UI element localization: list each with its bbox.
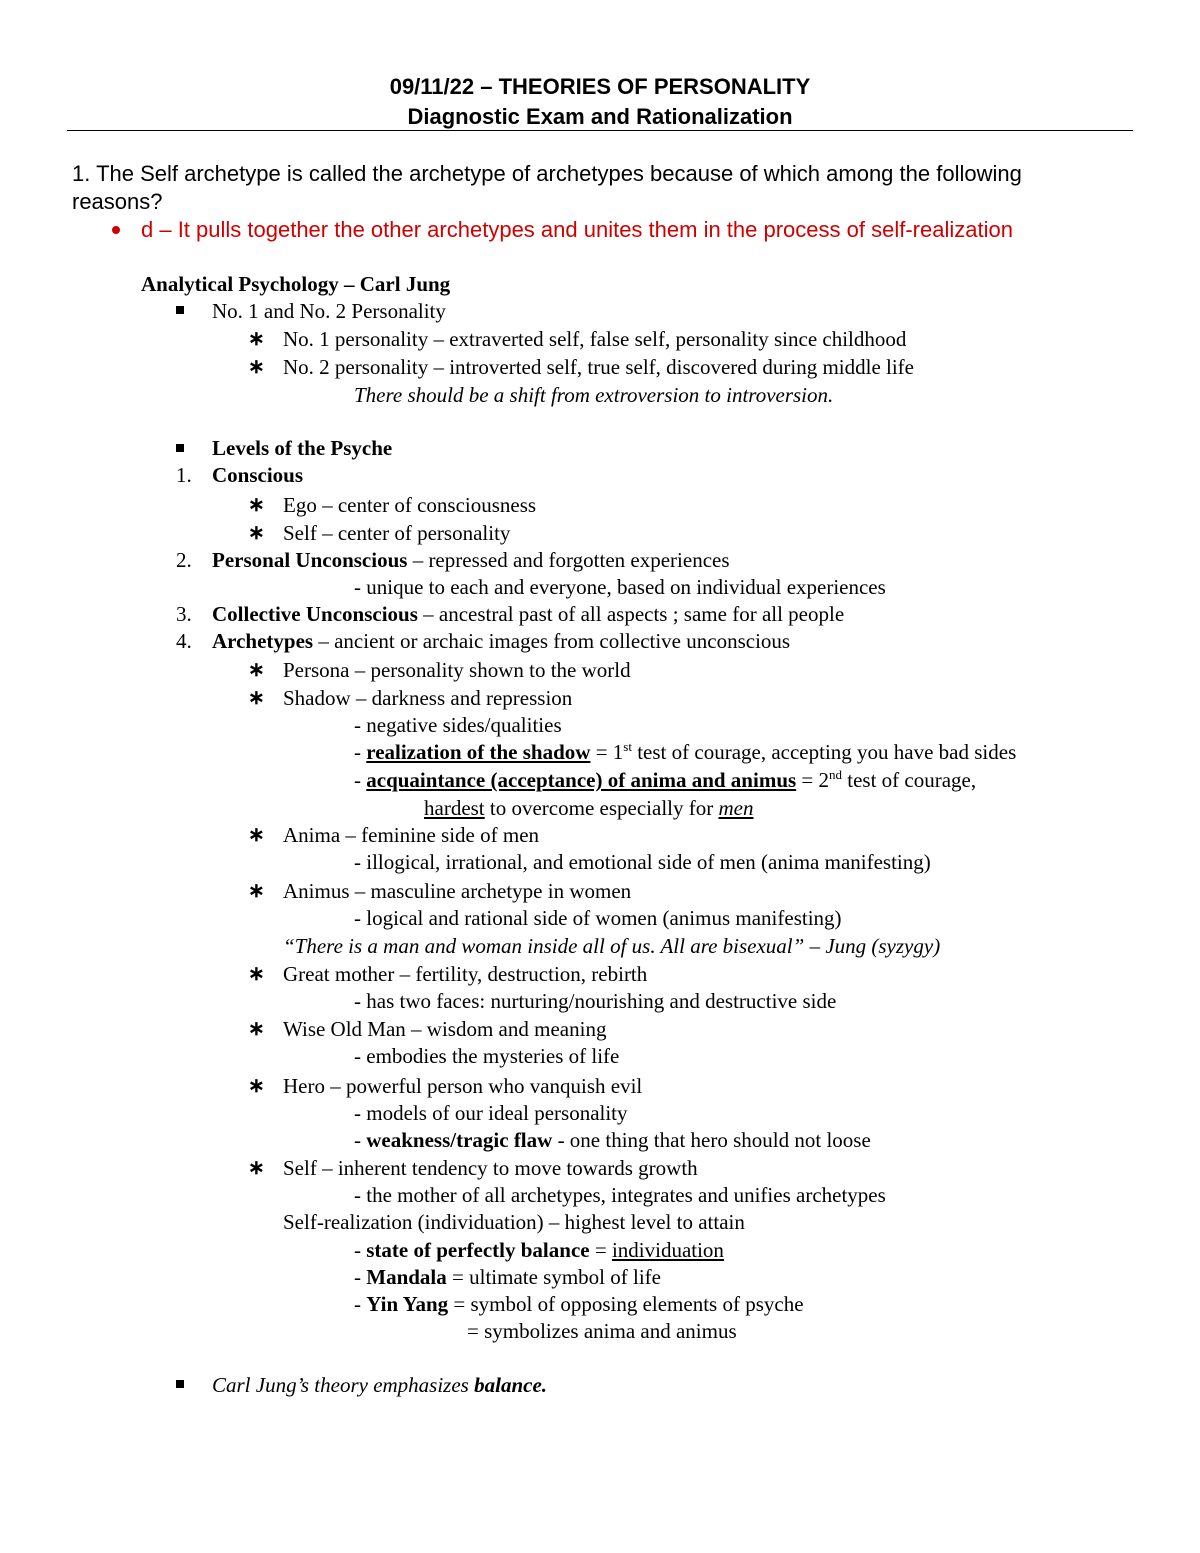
levels-title: Levels of the Psyche bbox=[212, 436, 393, 460]
list-number: 4. bbox=[176, 629, 192, 653]
asterisk-bullet-icon: ∗ bbox=[248, 824, 265, 846]
self-realization-yin-yang: - Yin Yang = symbol of opposing elements of psyche bbox=[354, 1292, 804, 1316]
asterisk-bullet-icon: ∗ bbox=[248, 1157, 265, 1179]
list-number: 1. bbox=[176, 463, 192, 487]
archetypes-item: Archetypes – ancient or archaic images from collective unconscious bbox=[212, 629, 791, 653]
great-mother-item: Great mother – fertility, destruction, rebirth bbox=[283, 962, 648, 986]
square-bullet-icon bbox=[176, 444, 184, 452]
self-realization-balance: - state of perfectly balance = individuation bbox=[354, 1238, 724, 1262]
square-bullet-icon bbox=[176, 306, 184, 314]
wise-old-man-sub: - embodies the mysteries of life bbox=[354, 1044, 620, 1068]
anima-item: Anima – feminine side of men bbox=[283, 823, 540, 847]
asterisk-bullet-icon: ∗ bbox=[248, 328, 265, 350]
hero-sub-models: - models of our ideal personality bbox=[354, 1101, 628, 1125]
self-realization-mandala: - Mandala = ultimate symbol of life bbox=[354, 1265, 661, 1289]
shadow-item: Shadow – darkness and repression bbox=[283, 686, 573, 710]
ego-item: Ego – center of consciousness bbox=[283, 493, 537, 517]
asterisk-bullet-icon: ∗ bbox=[248, 1018, 265, 1040]
asterisk-bullet-icon: ∗ bbox=[248, 494, 265, 516]
shadow-sub-realization: - realization of the shadow = 1st test of courage, accepting you have bad sides bbox=[354, 739, 1017, 764]
self-item: Self – inherent tendency to move towards growth bbox=[283, 1156, 698, 1180]
answer-bullet-icon bbox=[112, 226, 120, 234]
collective-unconscious-item: Collective Unconscious – ancestral past of all aspects ; same for all people bbox=[212, 602, 845, 626]
self-sub: - the mother of all archetypes, integrates and unifies archetypes bbox=[354, 1183, 886, 1207]
asterisk-bullet-icon: ∗ bbox=[248, 687, 265, 709]
list-number: 3. bbox=[176, 602, 192, 626]
document-subtitle: Diagnostic Exam and Rationalization bbox=[407, 104, 793, 129]
answer-text: d – It pulls together the other archetypes and unites them in the process of self-realization bbox=[141, 217, 1013, 242]
section-heading: Analytical Psychology – Carl Jung bbox=[141, 272, 451, 296]
animus-item: Animus – masculine archetype in women bbox=[283, 879, 632, 903]
final-summary: Carl Jung’s theory emphasizes balance. bbox=[212, 1373, 548, 1397]
hero-item: Hero – powerful person who vanquish evil bbox=[283, 1074, 643, 1098]
square-bullet-icon bbox=[176, 1380, 184, 1388]
self-realization-anima-animus: = symbolizes anima and animus bbox=[467, 1319, 737, 1343]
asterisk-bullet-icon: ∗ bbox=[248, 880, 265, 902]
conscious-label: Conscious bbox=[212, 463, 304, 487]
document-title: 09/11/22 – THEORIES OF PERSONALITY bbox=[389, 74, 811, 99]
list-number: 2. bbox=[176, 548, 192, 572]
question-text-continued: reasons? bbox=[72, 189, 163, 214]
anima-sub: - illogical, irrational, and emotional side of men (anima manifesting) bbox=[354, 850, 931, 874]
asterisk-bullet-icon: ∗ bbox=[248, 963, 265, 985]
personal-unconscious-item: Personal Unconscious – repressed and forgotten experiences bbox=[212, 548, 730, 572]
hero-sub-weakness: - weakness/tragic flaw - one thing that hero should not loose bbox=[354, 1128, 871, 1152]
persona-item: Persona – personality shown to the world bbox=[283, 658, 631, 682]
no1-personality: No. 1 personality – extraverted self, false self, personality since childhood bbox=[283, 327, 907, 351]
shift-note: There should be a shift from extroversion to introversion. bbox=[354, 383, 834, 407]
asterisk-bullet-icon: ∗ bbox=[248, 522, 265, 544]
great-mother-sub: - has two faces: nurturing/nourishing and destructive side bbox=[354, 989, 837, 1013]
jung-quote: “There is a man and woman inside all of us. All are bisexual” – Jung (syzygy) bbox=[283, 934, 941, 958]
personality-title: No. 1 and No. 2 Personality bbox=[212, 299, 446, 323]
shadow-sub-acquaintance: - acquaintance (acceptance) of anima and animus = 2nd test of courage, bbox=[354, 767, 977, 792]
no2-personality: No. 2 personality – introverted self, true self, discovered during middle life bbox=[283, 355, 914, 379]
animus-sub: - logical and rational side of women (animus manifesting) bbox=[354, 906, 842, 930]
self-realization-item: Self-realization (individuation) – highest level to attain bbox=[283, 1210, 745, 1234]
self-center-item: Self – center of personality bbox=[283, 521, 511, 545]
shadow-sub-hardest: hardest to overcome especially for men bbox=[424, 796, 754, 820]
asterisk-bullet-icon: ∗ bbox=[248, 356, 265, 378]
asterisk-bullet-icon: ∗ bbox=[248, 1075, 265, 1097]
header-divider bbox=[67, 130, 1133, 131]
shadow-sub-negative: - negative sides/qualities bbox=[354, 713, 562, 737]
question-text: 1. The Self archetype is called the archetype of archetypes because of which among the following bbox=[72, 161, 1022, 186]
personal-unconscious-sub: - unique to each and everyone, based on individual experiences bbox=[354, 575, 886, 599]
wise-old-man-item: Wise Old Man – wisdom and meaning bbox=[283, 1017, 607, 1041]
asterisk-bullet-icon: ∗ bbox=[248, 659, 265, 681]
